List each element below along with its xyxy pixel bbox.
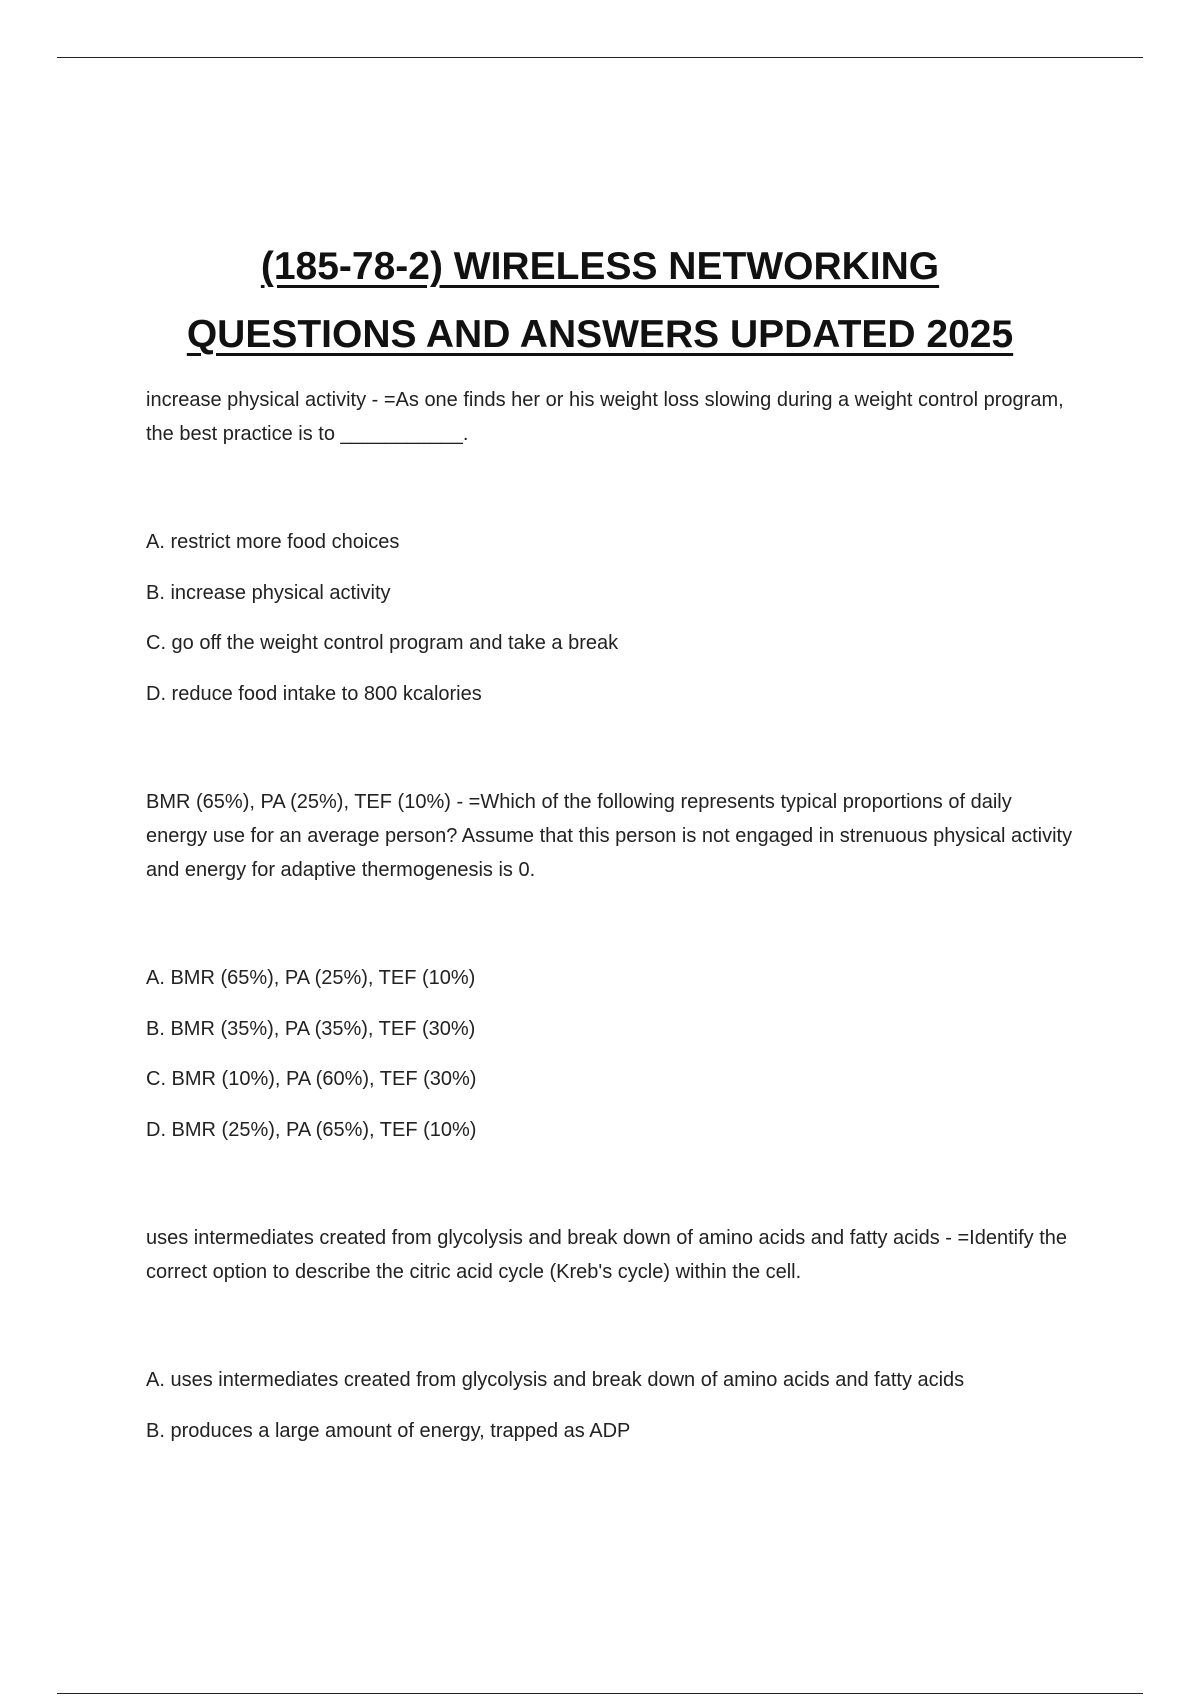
question-block-2 (146, 785, 1076, 1155)
option-b: B. BMR (35%), PA (35%), TEF (30%) (146, 1017, 476, 1040)
option-list (146, 953, 1076, 1155)
document-title (0, 233, 1200, 369)
title-line-2: QUESTIONS AND ANSWERS UPDATED 2025 (186, 313, 1014, 356)
option-c: C. BMR (10%), PA (60%), TEF (30%) (146, 1068, 477, 1090)
option-list (146, 1355, 1076, 1456)
question-block-3 (146, 1221, 1076, 1456)
option-d: D. BMR (25%), PA (65%), TEF (10%) (146, 1118, 477, 1141)
question-text: increase physical activity - =As one finds her or his weight loss slowing during a weight control program, the best practice is to ___________. (146, 389, 1064, 445)
question-text: BMR (65%), PA (25%), TEF (10%) - =Which of the following represents typical proportions of daily energy use for an average person? Assume that this person is not engaged in strenuous physical activity and energy for adaptive thermogenesis is 0. (146, 791, 1073, 881)
question-text: uses intermediates created from glycolysis and break down of amino acids and fatty acids - =Identify the correct option to describe the citric acid cycle (Kreb's cycle) within the cell. (146, 1227, 1068, 1283)
option-b: B. increase physical activity (146, 581, 391, 604)
document-body (146, 383, 1076, 1456)
option-d: D. reduce food intake to 800 kcalories (146, 682, 482, 705)
option-a: A. BMR (65%), PA (25%), TEF (10%) (146, 967, 476, 989)
header-rule (57, 57, 1143, 58)
option-a: A. restrict more food choices (146, 531, 400, 553)
option-c: C. go off the weight control program and take a break (146, 632, 619, 654)
option-b: B. produces a large amount of energy, trapped as ADP (146, 1419, 631, 1442)
footer-rule (57, 1693, 1143, 1694)
question-block-1 (146, 383, 1076, 719)
option-list (146, 517, 1076, 719)
option-a: A. uses intermediates created from glycolysis and break down of amino acids and fatty acids (146, 1369, 965, 1391)
title-line-1: (185-78-2) WIRELESS NETWORKING (260, 245, 940, 288)
